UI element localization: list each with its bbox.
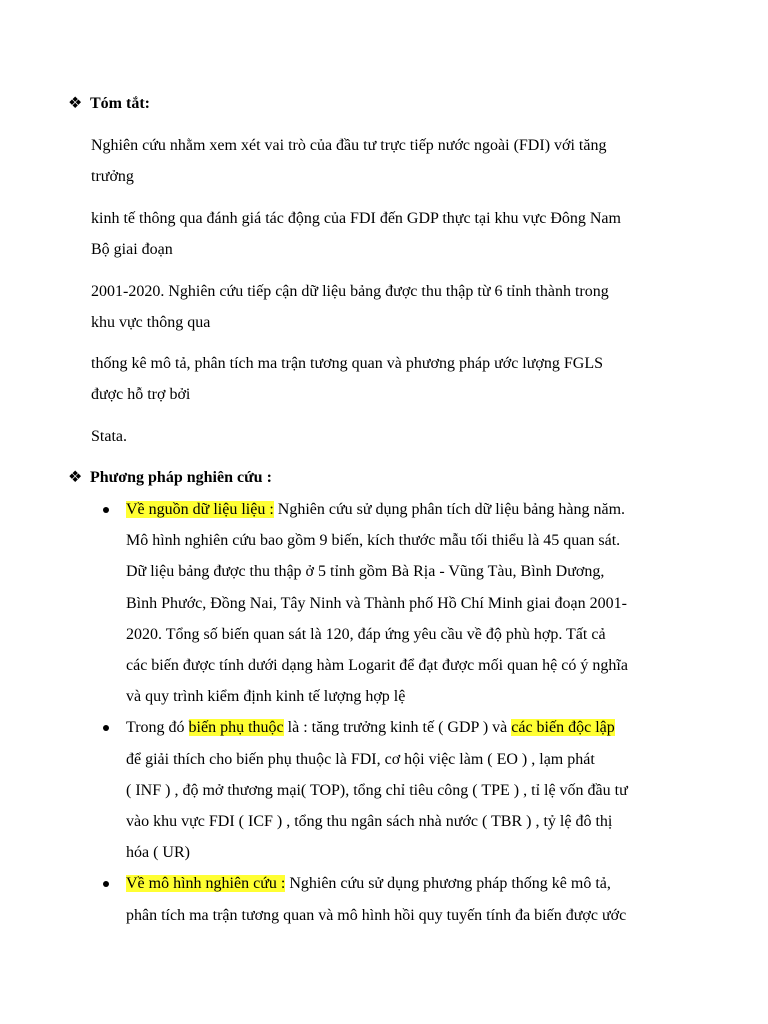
list-item-line: vào khu vực FDI ( ICF ) , tổng thu ngân sách nhà nước ( TBR ) , tỷ lệ đô thị xyxy=(126,813,613,831)
heading-text: Phương pháp nghiên cứu : xyxy=(90,469,272,486)
list-item-line xyxy=(126,494,700,525)
bullet-dot-icon xyxy=(103,881,109,887)
line-text: Nghiên cứu sử dụng phân tích dữ liệu bảng hàng năm. xyxy=(273,501,626,518)
bullet-dot-icon xyxy=(103,725,109,731)
diamond-bullet-icon: ❖ xyxy=(68,95,83,112)
list-item-line: 2020. Tổng số biến quan sát là 120, đáp ứng yêu cầu về độ phù hợp. Tất cả xyxy=(126,625,606,643)
summary-paragraph xyxy=(91,130,691,192)
line-text: Nghiên cứu sử dụng phương pháp thống kê mô tả, xyxy=(285,875,611,893)
paragraph-line: trưởng xyxy=(91,168,134,185)
list-item xyxy=(100,712,700,868)
methods-bullet-list xyxy=(100,494,700,931)
heading-text: Tóm tắt: xyxy=(90,95,150,112)
list-item-line: các biến được tính dưới dạng hàm Logarit để đạt được mối quan hệ có ý nghĩa xyxy=(126,657,628,675)
bullet-dot-icon xyxy=(103,507,109,513)
section-heading-methods xyxy=(68,468,272,488)
paragraph-line: khu vực thông qua xyxy=(91,314,211,331)
paragraph-line: Bộ giai đoạn xyxy=(91,241,173,258)
paragraph-line: kinh tế thông qua đánh giá tác động của FDI đến GDP thực tại khu vực Đông Nam xyxy=(91,210,621,227)
paragraph-line: Stata. xyxy=(91,428,127,445)
line-text: là : tăng trưởng kinh tế ( GDP ) và xyxy=(283,719,512,737)
list-item-line: để giải thích cho biến phụ thuộc là FDI, cơ hội việc làm ( EO ) , lạm phát xyxy=(126,750,595,768)
list-item-line: Dữ liệu bảng được thu thập ở 5 tỉnh gồm Bà Rịa - Vũng Tàu, Bình Dương, xyxy=(126,563,605,581)
summary-paragraph xyxy=(91,276,691,338)
list-item-line: hóa ( UR) xyxy=(126,844,190,862)
highlighted-text: Về nguồn dữ liệu liệu : xyxy=(126,501,274,518)
summary-paragraph xyxy=(91,421,691,452)
list-item-line: phân tích ma trận tương quan và mô hình hồi quy tuyến tính đa biến được ước xyxy=(126,906,627,924)
list-item-line: ( INF ) , độ mở thương mại( TOP), tổng chỉ tiêu công ( TPE ) , tỉ lệ vốn đầu tư xyxy=(126,781,628,799)
list-item-line: Bình Phước, Đồng Nai, Tây Ninh và Thành phố Hồ Chí Minh giai đoạn 2001- xyxy=(126,594,627,612)
paragraph-line: được hỗ trợ bởi xyxy=(91,386,191,403)
list-item-line xyxy=(126,712,700,743)
highlighted-text: biến phụ thuộc xyxy=(188,719,284,737)
highlighted-text: Về mô hình nghiên cứu : xyxy=(126,875,286,893)
paragraph-line: 2001-2020. Nghiên cứu tiếp cận dữ liệu bảng được thu thập từ 6 tỉnh thành trong xyxy=(91,283,609,300)
list-item xyxy=(100,868,700,930)
diamond-bullet-icon: ❖ xyxy=(68,469,83,486)
summary-paragraph xyxy=(91,348,691,410)
line-text: Trong đó xyxy=(126,719,189,737)
summary-paragraph xyxy=(91,203,691,265)
list-item-line: Mô hình nghiên cứu bao gồm 9 biến, kích thước mẫu tối thiểu là 45 quan sát. xyxy=(126,532,621,550)
highlighted-text: các biến độc lập xyxy=(511,719,615,737)
paragraph-line: thống kê mô tả, phân tích ma trận tương quan và phương pháp ước lượng FGLS xyxy=(91,355,604,372)
list-item xyxy=(100,494,700,712)
list-item-line: và quy trình kiểm định kinh tế lượng hợp lệ xyxy=(126,688,406,706)
paragraph-line: Nghiên cứu nhằm xem xét vai trò của đầu tư trực tiếp nước ngoài (FDI) với tăng xyxy=(91,137,607,154)
section-heading-summary xyxy=(68,94,150,114)
list-item-line xyxy=(126,868,700,899)
